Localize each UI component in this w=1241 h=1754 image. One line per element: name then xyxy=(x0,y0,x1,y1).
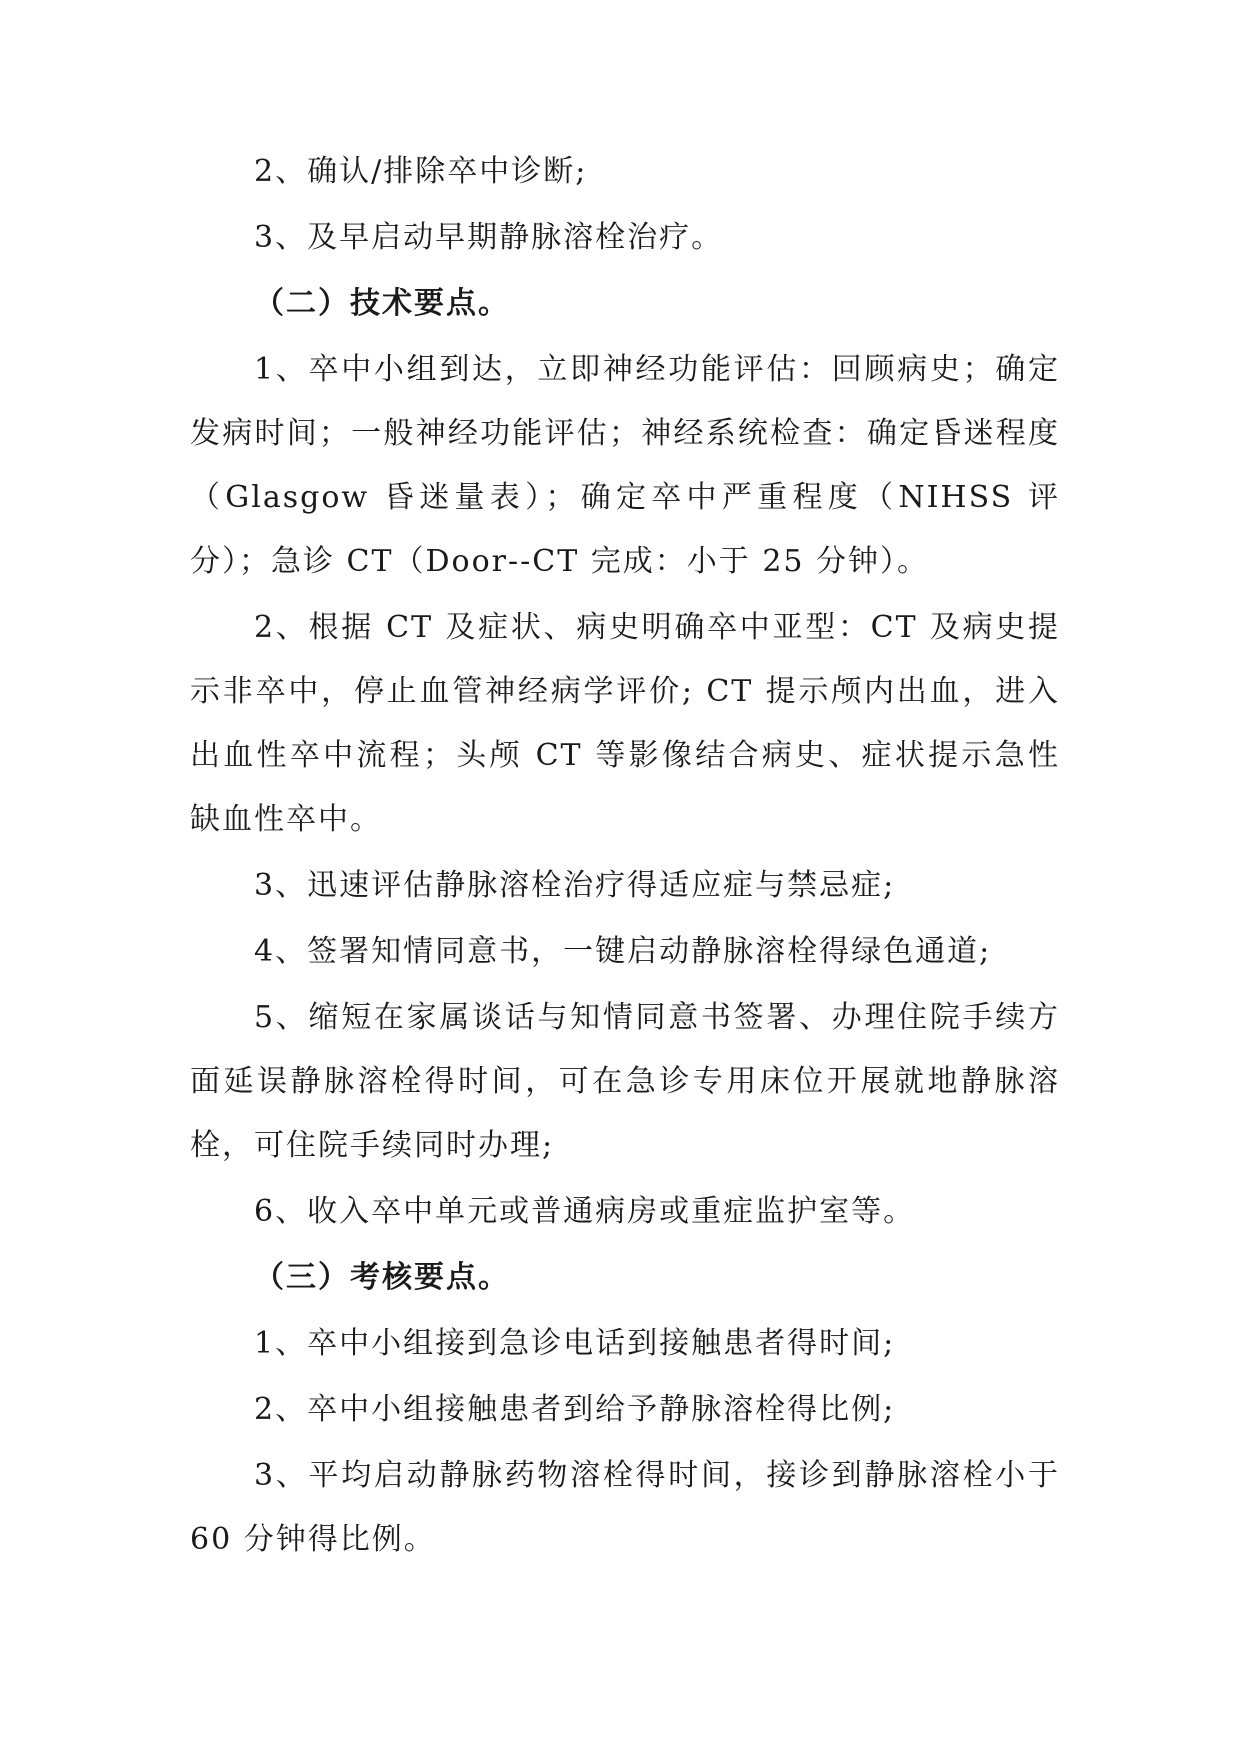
paragraph-neuro-assessment: 1、卒中小组到达，立即神经功能评估：回顾病史；确定发病时间；一般神经功能评估；神经系统检查：确定昏迷程度（Glasgow 昏迷量表）；确定卒中严重程度（NIHSS 评分）；急诊 CT（Door--CT 完成：小于 25 分钟）。 xyxy=(190,352,1060,579)
paragraph-average-time: 3、平均启动静脉药物溶栓得时间，接诊到静脉溶栓小于 60 分钟得比例。 xyxy=(190,1458,1060,1557)
paragraph-early-thrombolysis: 3、及早启动早期静脉溶栓治疗。 xyxy=(254,220,724,255)
heading-assessment-points: （三）考核要点。 xyxy=(254,1260,510,1295)
paragraph-thrombolysis-ratio: 2、卒中小组接触患者到给予静脉溶栓得比例; xyxy=(254,1392,896,1427)
paragraph-stroke-subtype: 2、根据 CT 及症状、病史明确卒中亚型：CT 及病史提示非卒中，停止血管神经病学评价; CT 提示颅内出血，进入出血性卒中流程；头颅 CT 等影像结合病史、症状提示急性缺血性卒中。 xyxy=(190,610,1060,837)
document-body xyxy=(190,140,1060,1574)
paragraph-indications: 3、迅速评估静脉溶栓治疗得适应症与禁忌症; xyxy=(254,868,896,903)
paragraph-shorten-delay: 5、缩短在家属谈话与知情同意书签署、办理住院手续方面延误静脉溶栓得时间，可在急诊专用床位开展就地静脉溶栓，可住院手续同时办理; xyxy=(190,1000,1060,1163)
paragraph-contact-time: 1、卒中小组接到急诊电话到接触患者得时间; xyxy=(254,1326,896,1361)
heading-technical-points: （二）技术要点。 xyxy=(254,286,510,321)
paragraph-admission: 6、收入卒中单元或普通病房或重症监护室等。 xyxy=(254,1194,916,1229)
paragraph-consent: 4、签署知情同意书，一键启动静脉溶栓得绿色通道; xyxy=(254,934,992,969)
paragraph-confirm-diagnosis: 2、确认/排除卒中诊断; xyxy=(254,154,588,189)
